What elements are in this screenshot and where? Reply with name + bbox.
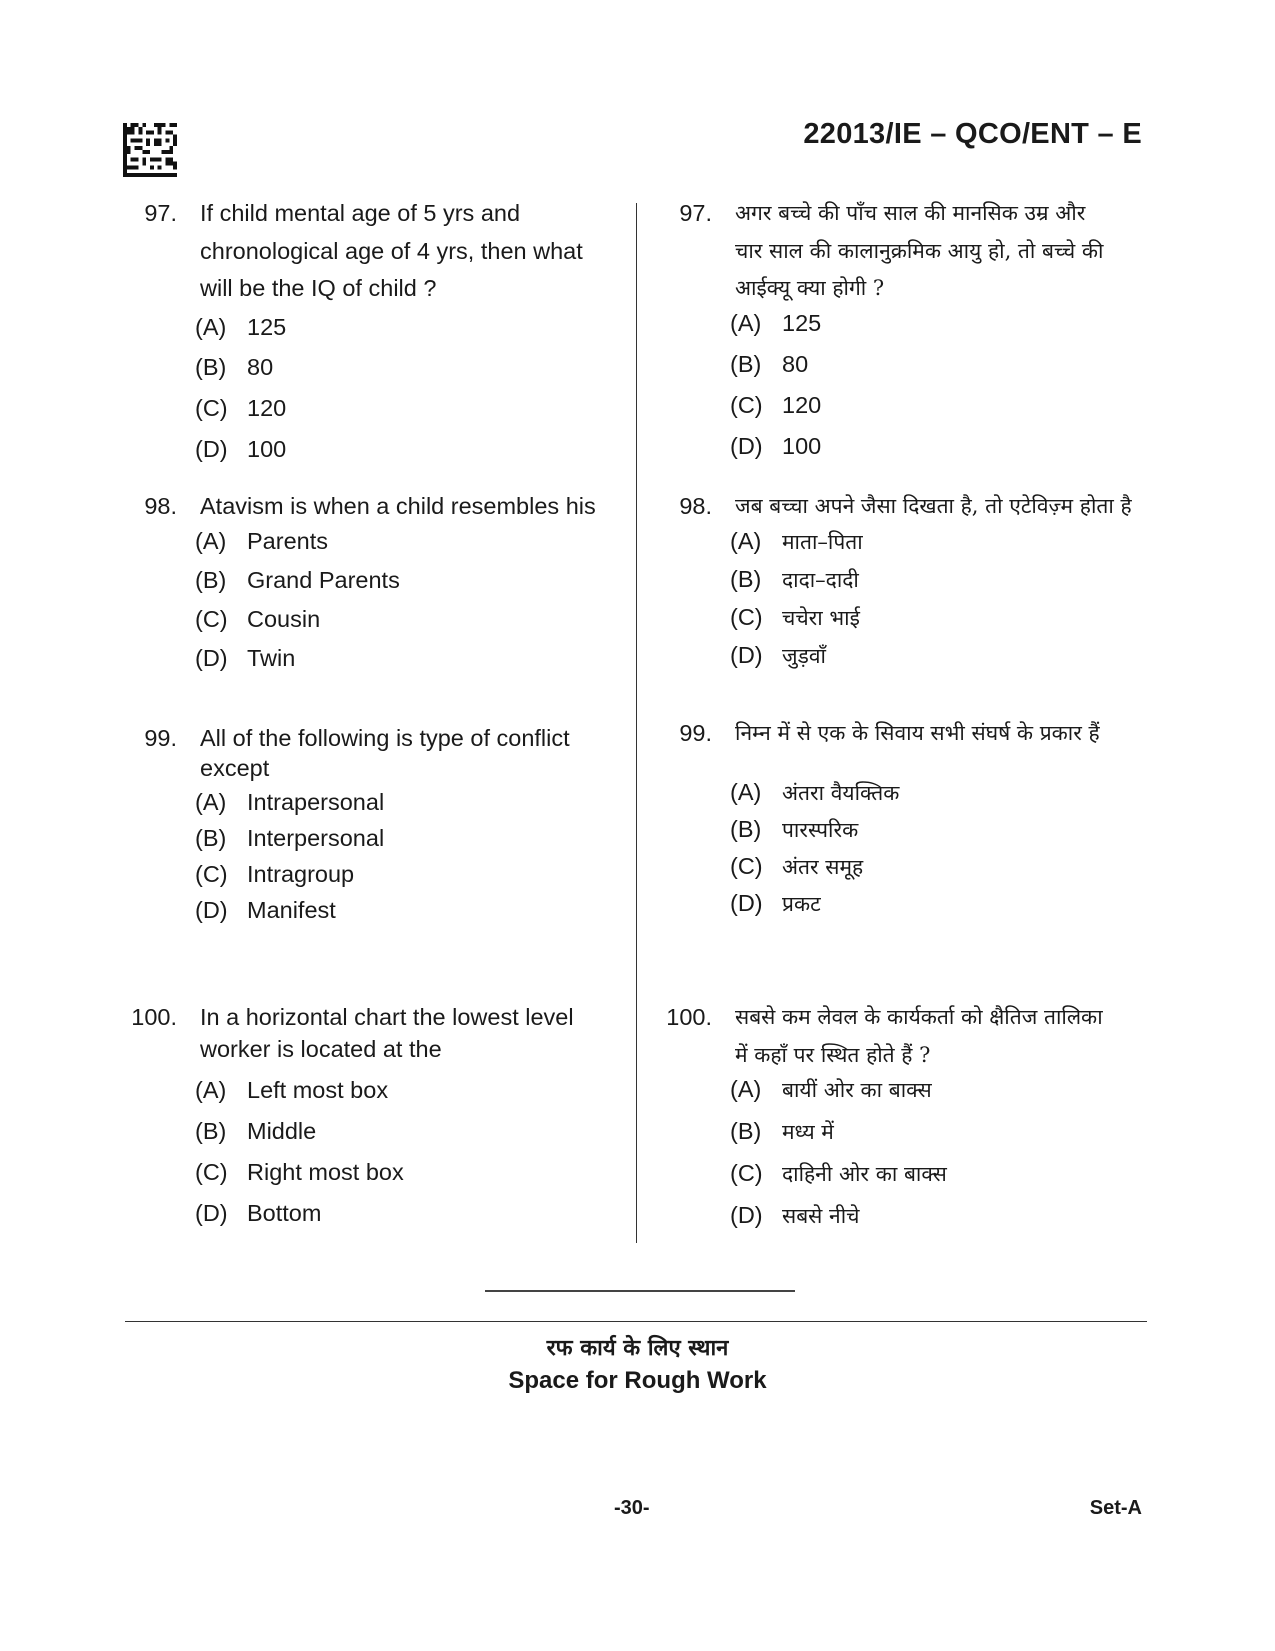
option-b: (B) दादा–दादी <box>730 565 859 592</box>
question-number: 98. <box>144 493 177 519</box>
option-b: (B) Grand Parents <box>195 566 400 593</box>
question-97-hi <box>660 195 1148 459</box>
option-d: (D) 100 <box>195 435 287 462</box>
question-number: 98. <box>679 493 712 519</box>
question-text: आईक्यू क्या होगी ? <box>735 276 885 300</box>
page-number: -30- <box>614 1497 650 1519</box>
option-a: (A) Left most box <box>195 1077 389 1103</box>
question-99-hi <box>660 715 1148 916</box>
question-text: If child mental age of 5 yrs and <box>200 200 521 226</box>
option-d: (D) Twin <box>195 644 296 671</box>
question-100-en <box>125 1001 615 1226</box>
rough-work-label-hindi: रफ कार्य के लिए स्थान <box>546 1335 729 1361</box>
question-text: All of the following is type of conflict <box>200 725 570 751</box>
option-c: (C) दाहिनी ओर का बाक्स <box>730 1160 947 1186</box>
option-b: (B) 80 <box>730 350 809 377</box>
question-98-en <box>125 488 615 671</box>
option-d: (D) प्रकट <box>730 889 821 916</box>
option-a: (A) 125 <box>730 309 822 336</box>
question-text: में कहाँ पर स्थित होते हैं ? <box>735 1042 931 1067</box>
option-d: (D) सबसे नीचे <box>730 1202 860 1228</box>
rough-work-divider <box>125 1321 1147 1322</box>
option-c: (C) 120 <box>730 391 822 418</box>
set-label: Set-A <box>1089 1497 1142 1519</box>
option-a: (A) बायीं ओर का बाक्स <box>730 1076 932 1102</box>
question-98-hi <box>660 488 1148 668</box>
option-d: (D) Manifest <box>195 897 336 923</box>
option-c: (C) चचेरा भाई <box>730 603 860 630</box>
question-100-hi <box>660 999 1148 1228</box>
question-text: चार साल की कालानुक्रमिक आयु हो, तो बच्चे की <box>735 238 1104 263</box>
option-b: (B) मध्य में <box>730 1118 834 1144</box>
option-c: (C) Intragroup <box>195 861 355 887</box>
question-text: except <box>200 755 270 781</box>
option-a: (A) Parents <box>195 527 328 554</box>
option-c: (C) 120 <box>195 394 287 421</box>
rough-work-label-english: Space for Rough Work <box>508 1367 767 1394</box>
question-number: 97. <box>679 200 712 226</box>
question-text: जब बच्चा अपने जैसा दिखता है, तो एटेविज़्म होता है <box>735 494 1132 518</box>
option-c: (C) अंतर समूह <box>730 852 864 879</box>
qr-code <box>123 123 177 177</box>
question-99-en <box>125 723 615 923</box>
question-text: सबसे कम लेवल के कार्यकर्ता को क्षैतिज तालिका <box>735 1005 1103 1029</box>
question-97-en <box>125 195 615 462</box>
option-a: (A) माता–पिता <box>730 527 863 554</box>
question-text: अगर बच्चे की पाँच साल की मानसिक उम्र और <box>735 201 1086 225</box>
question-text: In a horizontal chart the lowest level <box>200 1004 574 1030</box>
option-d: (D) 100 <box>730 432 822 459</box>
question-number: 99. <box>679 720 712 746</box>
paper-code: 22013/IE – QCO/ENT – E <box>803 118 1142 150</box>
option-b: (B) Interpersonal <box>195 825 385 851</box>
question-text: Atavism is when a child resembles his <box>200 493 596 519</box>
option-c: (C) Right most box <box>195 1159 404 1185</box>
option-d: (D) जुड़वाँ <box>730 641 826 668</box>
question-number: 99. <box>144 725 177 751</box>
option-b: (B) 80 <box>195 353 274 380</box>
option-c: (C) Cousin <box>195 605 321 632</box>
question-text: निम्न में से एक के सिवाय सभी संघर्ष के प्रकार हैं <box>735 721 1100 745</box>
option-a: (A) 125 <box>195 313 287 340</box>
question-number: 97. <box>144 200 177 226</box>
option-a: (A) अंतरा वैयक्तिक <box>730 778 900 805</box>
end-of-questions-rule <box>485 1290 795 1292</box>
option-d: (D) Bottom <box>195 1200 322 1226</box>
column-divider <box>636 203 637 1243</box>
option-b: (B) Middle <box>195 1118 317 1144</box>
question-text: worker is located at the <box>200 1036 442 1062</box>
question-text: chronological age of 4 yrs, then what <box>200 237 583 264</box>
question-text: will be the IQ of child ? <box>200 275 437 301</box>
option-b: (B) पारस्परिक <box>730 815 859 842</box>
option-a: (A) Intrapersonal <box>195 789 385 815</box>
question-number: 100. <box>131 1004 177 1030</box>
question-number: 100. <box>666 1004 712 1030</box>
